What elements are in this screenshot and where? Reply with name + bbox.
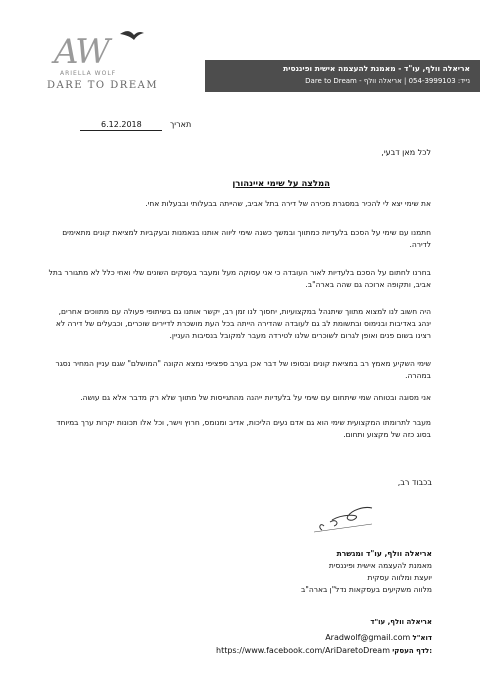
greeting: לכל מאן דבעי,	[381, 148, 431, 157]
logo-tagline: DARE TO DREAM	[47, 80, 159, 91]
paragraph: מעבר לתרומתו המקצועית שימי הוא גם אדם נעים הליכות, אדיב ומנומס, חרוץ וישר, וכל אלו תכונות יקרות ערך במיוחד בסוג כזה של מקצוע ותחום.	[56, 418, 431, 439]
date-underline	[80, 130, 162, 131]
date-value: 6.12.2018	[101, 120, 142, 129]
header-bar	[205, 60, 480, 92]
logo-name: ARIELLA WOLF	[60, 70, 117, 77]
paragraph: אני מסוגה ובטוחה שמי שיתחום עם שימי על בלעדיות ייהנה מהתגייסות של מתווך שלא רק מדבר אלא גם עושה.	[80, 393, 431, 402]
paragraph: את שימי יצא לי להכיר במסגרת מכירה של דירה בתל אביב, שהייתה בבעלותי ובבעלות אחי.	[145, 199, 431, 208]
footer-facebook-label: לדף העסקי:	[392, 647, 432, 655]
handwritten-signature	[312, 500, 382, 534]
footer-email[interactable]: Aradwolf@gmail.com	[325, 633, 411, 642]
footer-facebook-link[interactable]: https://www.facebook.com/AriDaretoDream	[216, 646, 390, 655]
signature-name: אריאלה וולף, עו"ד ומגשרת	[336, 549, 432, 558]
footer-facebook-row	[216, 646, 432, 655]
footer-email-label: דוא"ל	[412, 634, 432, 642]
paragraph: שימי השקיע מאמץ רב במציאת קונים ובסופו של דבר אכן בערב ספציפי נמצא הקונה "המושלם" שגם עניין המחיר נסגר במהרה.	[55, 359, 431, 380]
header-contact: נייד: 054-3999103 | אריאלה וולף - Dare to Dream	[305, 77, 470, 85]
bird-icon	[120, 31, 144, 40]
logo-monogram: AW	[54, 32, 109, 72]
footer-name: אריאלה וולף, עו"ד	[370, 618, 432, 626]
footer-email-row	[325, 633, 432, 642]
paragraph: היה חשוב לנו למצוא מתווך שיתנהל במקצועיות, יחסוך לנו זמן רב, יקשר אותנו גם בשיתופי פעולה עם מתווכים אחרים, ינהג באדיבות ובנימוס ובתשומת לב גם לעובדה שהדירה הייתה בכל העת מושכרת לדיירים שוכרים, וכבעלים של דירה לא רצינו בשום פנים ואופן לגרום לשוכרים שלנו לטירדה מעבר למקובל בנסיבות העניין.	[55, 307, 431, 340]
letter-subject: המלצה על שימי איינהורן	[232, 179, 330, 189]
signature-title: מאמנת להעצמה אישית ופיננסית	[328, 561, 432, 570]
header-title: אריאלה וולף, עו"ד - מאמנת להעצמה אישית ופיננסית	[283, 64, 470, 73]
paragraph: בחרנו לחתום על הסכם בלעדיות לאור העובדה כי אני עסוקה מעל ומעבר בעסקים השונים שלי ואחי כלל לא מתגורר בתל אביב, ותקופה ארוכה גם שהה בארה"ב.	[48, 268, 431, 289]
closing: בכבוד רב,	[397, 478, 432, 487]
signature-title: יועצת ומלווה עסקית	[367, 573, 432, 582]
signature-title: מלווה משקיעים בעסקאות נדל"ן בארה"ב	[301, 585, 432, 594]
date-label: תאריך	[170, 120, 192, 129]
paragraph: חתמנו עם שימי על הסכם בלעדיות כמתווך ובמשך כשנה שימי ליווה אותנו בנאמנות ובעקביות למציאת קונים מתאימים לדירה.	[62, 228, 431, 249]
